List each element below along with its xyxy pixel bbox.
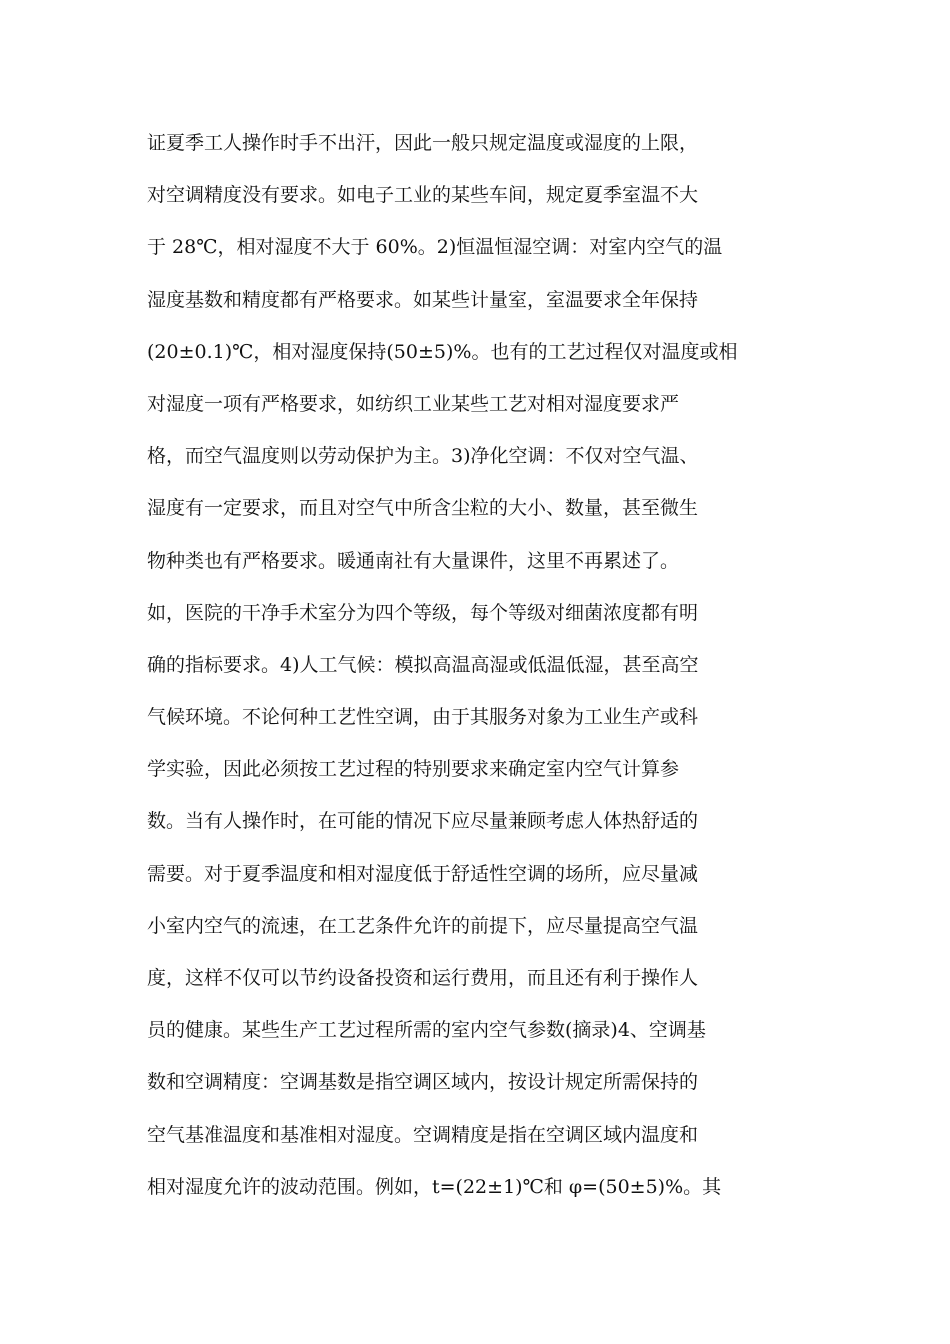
text-line: 物种类也有严格要求。暖通南社有大量课件，这里不再累述了。 (147, 549, 680, 572)
text-line: 格，而空气温度则以劳动保护为主。3)净化空调：不仅对空气温、 (147, 445, 699, 468)
text-line: 湿度基数和精度都有严格要求。如某些计量室，室温要求全年保持 (147, 288, 699, 311)
text-line: 需要。对于夏季温度和相对湿度低于舒适性空调的场所，应尽量减 (147, 862, 699, 885)
text-line: 气候环境。不论何种工艺性空调，由于其服务对象为工业生产或科 (147, 706, 699, 729)
text-line: 于 28℃，相对湿度不大于 60%。2)恒温恒湿空调：对室内空气的温 (147, 236, 723, 259)
text-line: 对湿度一项有严格要求，如纺织工业某些工艺对相对湿度要求严 (147, 392, 680, 415)
text-line: 数。当有人操作时，在可能的情况下应尽量兼顾考虑人体热舒适的 (147, 810, 699, 833)
text-line: 小室内空气的流速，在工艺条件允许的前提下，应尽量提高空气温 (147, 914, 699, 937)
text-line: 湿度有一定要求，而且对空气中所含尘粒的大小、数量，甚至微生 (147, 497, 699, 520)
text-line: 如，医院的干净手术室分为四个等级，每个等级对细菌浓度都有明 (147, 601, 699, 624)
body-text (147, 117, 807, 1213)
text-line: 数和空调精度：空调基数是指空调区域内，按设计规定所需保持的 (147, 1071, 699, 1094)
text-line: 学实验，因此必须按工艺过程的特别要求来确定室内空气计算参 (147, 758, 680, 781)
text-line: 对空调精度没有要求。如电子工业的某些车间，规定夏季室温不大 (147, 184, 699, 207)
text-line: 度，这样不仅可以节约设备投资和运行费用，而且还有利于操作人 (147, 967, 699, 989)
text-line: 确的指标要求。4)人工气候：模拟高温高湿或低温低湿，甚至高空 (147, 653, 699, 676)
text-line: 相对湿度允许的波动范围。例如，t=(22±1)℃和 φ=(50±5)%。其 (147, 1175, 722, 1198)
text-line: 证夏季工人操作时手不出汗，因此一般只规定温度或湿度的上限， (147, 132, 699, 154)
text-line: (20±0.1)℃，相对湿度保持(50±5)%。也有的工艺过程仅对温度或相 (147, 340, 738, 363)
text-line: 员的健康。某些生产工艺过程所需的室内空气参数(摘录)4、空调基 (147, 1019, 706, 1042)
text-line: 空气基准温度和基准相对湿度。空调精度是指在空调区域内温度和 (147, 1123, 699, 1146)
